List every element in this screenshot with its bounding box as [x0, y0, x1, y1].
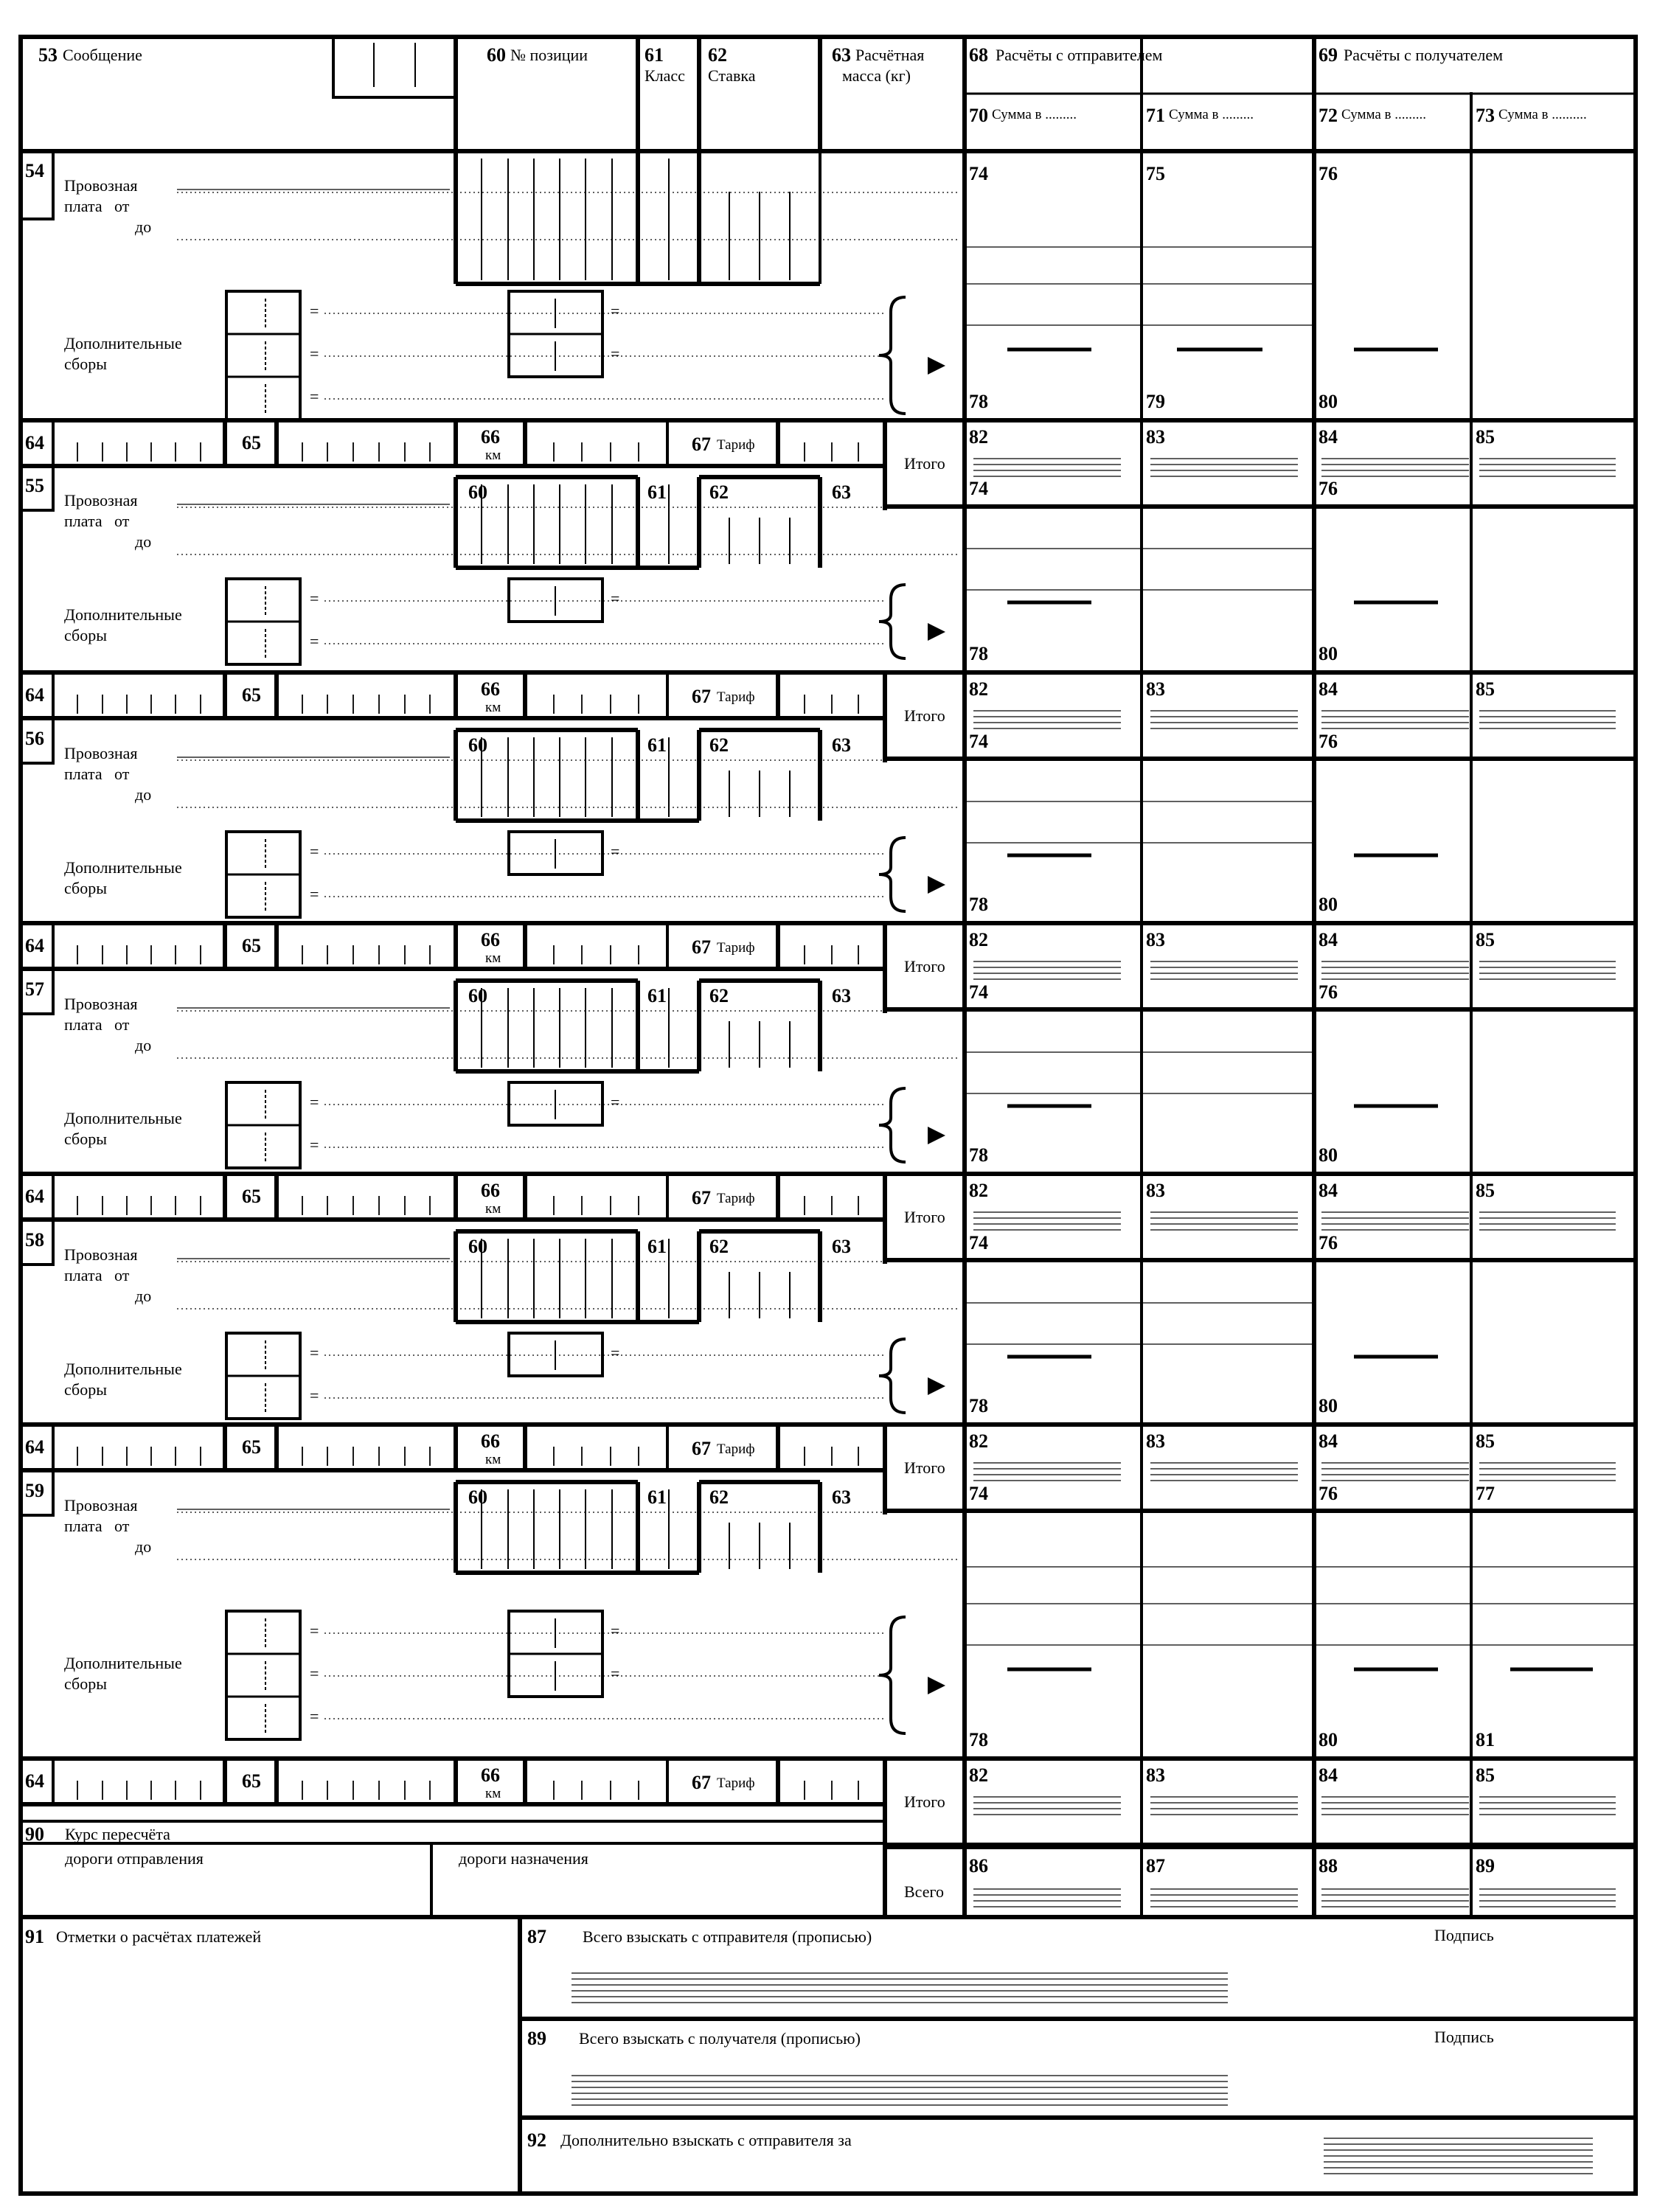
form-label: 90: [25, 1823, 44, 1845]
form-label: Тариф: [717, 1441, 755, 1457]
equals-sign: =: [310, 1135, 319, 1154]
form-label: от: [114, 1015, 130, 1034]
form-label: 83: [1146, 1764, 1165, 1786]
brace-icon: [879, 1088, 906, 1162]
form-label: 71: [1146, 105, 1165, 126]
form-label: плата: [64, 1015, 103, 1034]
form-label: Сообщение: [63, 46, 142, 64]
form-label: 61: [645, 44, 664, 66]
form-label: 72: [1319, 105, 1338, 126]
form-label: 65: [242, 1770, 261, 1792]
itogo-label: Итого: [904, 454, 945, 473]
form-label: Подпись: [1434, 1926, 1494, 1944]
form-label: от: [114, 1517, 130, 1535]
form-label: 81: [1476, 1729, 1495, 1750]
form-label: плата: [64, 512, 103, 530]
equals-sign: =: [310, 589, 319, 608]
form-label: 64: [25, 1770, 44, 1792]
form-label: км: [485, 950, 501, 966]
equals-sign: =: [310, 302, 319, 320]
form-label: 62: [709, 481, 729, 503]
brace-icon: [879, 838, 906, 911]
form-label: 82: [969, 1764, 988, 1786]
form-label: 76: [1319, 1483, 1338, 1504]
form-label: № позиции: [510, 46, 588, 64]
form-label: Дополнительные: [64, 1109, 182, 1127]
form-label: 61: [647, 985, 667, 1006]
form-label: 75: [1146, 163, 1165, 184]
form-label: 82: [969, 426, 988, 448]
form-label: 74: [969, 981, 988, 1003]
form-label: 63: [832, 1236, 851, 1257]
form-label: 67: [692, 434, 711, 455]
form-label: 63: [832, 734, 851, 756]
form-label: 61: [647, 481, 667, 503]
section-number: 58: [25, 1229, 44, 1251]
form-label: 84: [1319, 929, 1338, 950]
form-label: 68: [969, 44, 988, 66]
form-label: 62: [709, 985, 729, 1006]
form-label: 60: [468, 1236, 487, 1257]
form-label: 65: [242, 935, 261, 956]
form-label: Класс: [645, 66, 685, 85]
form-label: 63: [832, 985, 851, 1006]
form-label: 62: [709, 1236, 729, 1257]
extra-fee-box: [226, 1611, 300, 1739]
itogo-label: Итого: [904, 1792, 945, 1811]
form-label: Всего взыскать с получателя (прописью): [579, 2029, 861, 2048]
itogo-label: Итого: [904, 706, 945, 725]
equals-sign: =: [611, 842, 620, 860]
arrow-right-icon: [928, 623, 945, 641]
itogo-label: Итого: [904, 1458, 945, 1477]
form-label: от: [114, 512, 130, 530]
form-label: 67: [692, 936, 711, 958]
form-label: 85: [1476, 1430, 1495, 1452]
form-label: Подпись: [1434, 2028, 1494, 2046]
form-label: 85: [1476, 929, 1495, 950]
form-outer-frame: [21, 37, 1636, 2194]
form-label: 85: [1476, 426, 1495, 448]
brace-icon: [879, 585, 906, 658]
form-label: 83: [1146, 929, 1165, 950]
section-number: 54: [25, 160, 44, 181]
form-label: 67: [692, 1438, 711, 1459]
arrow-right-icon: [928, 1127, 945, 1144]
form-label: 65: [242, 1186, 261, 1207]
form-label: 62: [708, 44, 727, 66]
form-label: 64: [25, 432, 44, 453]
form-label: 82: [969, 1430, 988, 1452]
form-label: 60: [468, 734, 487, 756]
form-label: км: [485, 1786, 501, 1801]
form-label: Сумма в .........: [1341, 107, 1427, 122]
form-label: 64: [25, 1186, 44, 1207]
form-label: 67: [692, 686, 711, 707]
form-label: 84: [1319, 1180, 1338, 1201]
form-label: сборы: [64, 1130, 108, 1148]
section-number: 56: [25, 728, 44, 749]
form-label: Провозная: [64, 1245, 138, 1264]
form-label: до: [135, 532, 152, 551]
form-label: 78: [969, 391, 988, 412]
form-label: 67: [692, 1187, 711, 1208]
form-label: 66: [481, 1764, 500, 1786]
form-label: 62: [709, 734, 729, 756]
form-label: 64: [25, 935, 44, 956]
section-number: 57: [25, 978, 44, 1000]
form-label: 78: [969, 1395, 988, 1416]
form-label: плата: [64, 1517, 103, 1535]
form-label: плата: [64, 765, 103, 783]
form-label: 62: [709, 1486, 729, 1508]
form-label: 63: [832, 481, 851, 503]
form-label: 78: [969, 643, 988, 664]
brace-icon: [879, 1617, 906, 1733]
form-label: 80: [1319, 643, 1338, 664]
form-label: 60: [468, 1486, 487, 1508]
form-label: 65: [242, 432, 261, 453]
form-label: 91: [25, 1926, 44, 1947]
form-label: км: [485, 448, 501, 463]
form-label: 76: [1319, 731, 1338, 752]
vsego-label: Всего: [904, 1882, 944, 1901]
form-label: 84: [1319, 1764, 1338, 1786]
form-label: 77: [1476, 1483, 1495, 1504]
form-label: 76: [1319, 163, 1338, 184]
extra-fee-box: [226, 291, 300, 420]
brace-icon: [879, 1339, 906, 1413]
form-label: 63: [832, 44, 851, 66]
form-label: Провозная: [64, 1496, 138, 1514]
form-label: 66: [481, 1180, 500, 1201]
form-label: 83: [1146, 426, 1165, 448]
equals-sign: =: [611, 1093, 620, 1111]
form-label: 64: [25, 1436, 44, 1458]
form-label: Ставка: [708, 66, 756, 85]
form-label: Провозная: [64, 995, 138, 1013]
form-label: 66: [481, 929, 500, 950]
form-label: 84: [1319, 678, 1338, 700]
form-label: Дополнительные: [64, 858, 182, 877]
form-label: 74: [969, 1232, 988, 1253]
form-label: 82: [969, 929, 988, 950]
form-label: 69: [1319, 44, 1338, 66]
equals-sign: =: [611, 1664, 620, 1683]
form-label: 79: [1146, 391, 1165, 412]
form-label: 66: [481, 426, 500, 448]
form-label: 65: [242, 1436, 261, 1458]
form-label: 82: [969, 1180, 988, 1201]
form-label: Тариф: [717, 689, 755, 705]
form-label: сборы: [64, 626, 108, 644]
form-label: до: [135, 785, 152, 804]
form-label: Сумма в .........: [1169, 107, 1254, 122]
form-label: 82: [969, 678, 988, 700]
form-label: 78: [969, 894, 988, 915]
equals-sign: =: [611, 344, 620, 363]
form-label: 78: [969, 1729, 988, 1750]
form-label: 60: [468, 481, 487, 503]
form-label: 65: [242, 684, 261, 706]
equals-sign: =: [310, 1707, 319, 1725]
itogo-label: Итого: [904, 957, 945, 975]
form-label: Расчётная: [855, 46, 925, 64]
equals-sign: =: [310, 885, 319, 903]
form-label: 76: [1319, 1232, 1338, 1253]
form-label: до: [135, 1287, 152, 1305]
form-label: 60: [487, 44, 506, 66]
form-label: 83: [1146, 1430, 1165, 1452]
form-label: 88: [1319, 1855, 1338, 1877]
equals-sign: =: [611, 1621, 620, 1640]
equals-sign: =: [310, 1386, 319, 1405]
brace-icon: [879, 297, 906, 414]
arrow-right-icon: [928, 876, 945, 894]
equals-sign: =: [310, 632, 319, 650]
arrow-right-icon: [928, 1377, 945, 1395]
form-label: до: [135, 1036, 152, 1054]
form-label: 80: [1319, 1395, 1338, 1416]
form-label: 61: [647, 734, 667, 756]
form-label: 87: [527, 1926, 546, 1947]
form-label: Дополнительные: [64, 1654, 182, 1672]
form-label: сборы: [64, 1674, 108, 1693]
form-label: Тариф: [717, 940, 755, 956]
form-label: 85: [1476, 678, 1495, 700]
form-label: 53: [38, 44, 58, 66]
form-label: Провозная: [64, 176, 138, 195]
form-label: 85: [1476, 1764, 1495, 1786]
equals-sign: =: [310, 1664, 319, 1683]
equals-sign: =: [611, 302, 620, 320]
arrow-right-icon: [928, 1677, 945, 1694]
form-label: Дополнительные: [64, 334, 182, 352]
form-label: Тариф: [717, 1775, 755, 1791]
equals-sign: =: [611, 1343, 620, 1362]
form-label: Всего взыскать с отправителя (прописью): [583, 1927, 872, 1946]
form-label: Отметки о расчётах платежей: [56, 1927, 262, 1946]
form-label: 61: [647, 1486, 667, 1508]
form-label: 74: [969, 1483, 988, 1504]
form-label: 76: [1319, 981, 1338, 1003]
form-label: Расчёты с отправителем: [996, 46, 1163, 64]
form-label: 78: [969, 1144, 988, 1166]
equals-sign: =: [310, 387, 319, 406]
equals-sign: =: [310, 842, 319, 860]
form-label: км: [485, 700, 501, 715]
form-label: сборы: [64, 355, 108, 373]
form-label: 76: [1319, 478, 1338, 499]
form-label: от: [114, 197, 130, 215]
form-label: 74: [969, 731, 988, 752]
form-label: Дополнительные: [64, 605, 182, 624]
form-label: Дополнительно взыскать с отправителя за: [560, 2131, 852, 2149]
form-label: 63: [832, 1486, 851, 1508]
section-number: 59: [25, 1480, 44, 1501]
form-label: 61: [647, 1236, 667, 1257]
form-label: масса (кг): [842, 66, 911, 85]
form-label: 60: [468, 985, 487, 1006]
form-label: 66: [481, 1430, 500, 1452]
form-label: до: [135, 1537, 152, 1556]
message-code-box: [333, 37, 456, 97]
form-label: Дополнительные: [64, 1360, 182, 1378]
equals-sign: =: [611, 589, 620, 608]
form-label: 80: [1319, 1144, 1338, 1166]
form-label: плата: [64, 1266, 103, 1284]
equals-sign: =: [310, 1621, 319, 1640]
form-label: Провозная: [64, 744, 138, 762]
form-label: Провозная: [64, 491, 138, 509]
form-label: сборы: [64, 1380, 108, 1399]
itogo-label: Итого: [904, 1208, 945, 1226]
form-label: км: [485, 1452, 501, 1467]
form-label: 83: [1146, 678, 1165, 700]
form-label: Тариф: [717, 437, 755, 453]
form-label: 84: [1319, 426, 1338, 448]
form-label: от: [114, 765, 130, 783]
form-label: 74: [969, 478, 988, 499]
section-number: 55: [25, 475, 44, 496]
form-label: 67: [692, 1772, 711, 1793]
form-label: 66: [481, 678, 500, 700]
form-label: сборы: [64, 879, 108, 897]
form-label: 80: [1319, 894, 1338, 915]
form-label: Тариф: [717, 1191, 755, 1206]
form-label: Сумма в .........: [992, 107, 1077, 122]
form-label: плата: [64, 197, 103, 215]
equals-sign: =: [310, 1343, 319, 1362]
form-label: до: [135, 218, 152, 236]
equals-sign: =: [310, 344, 319, 363]
form-label: дороги отправления: [65, 1849, 204, 1868]
form-label: 84: [1319, 1430, 1338, 1452]
form-label: 89: [1476, 1855, 1495, 1877]
form-label: 80: [1319, 391, 1338, 412]
form-label: 73: [1476, 105, 1495, 126]
form-label: 85: [1476, 1180, 1495, 1201]
form-label: 74: [969, 163, 988, 184]
form-label: 80: [1319, 1729, 1338, 1750]
form-label: 64: [25, 684, 44, 706]
form-label: от: [114, 1266, 130, 1284]
form-label: км: [485, 1201, 501, 1217]
form-label: Курс пересчёта: [65, 1825, 170, 1843]
form-label: 83: [1146, 1180, 1165, 1201]
form-label: 89: [527, 2028, 546, 2049]
form-label: дороги назначения: [459, 1849, 588, 1868]
form-label: Сумма в ..........: [1498, 107, 1587, 122]
form-label: Расчёты с получателем: [1344, 46, 1504, 64]
form-label: 70: [969, 105, 988, 126]
form-label: 87: [1146, 1855, 1165, 1877]
form-label: 92: [527, 2129, 546, 2151]
form-label: 86: [969, 1855, 988, 1877]
arrow-right-icon: [928, 357, 945, 375]
equals-sign: =: [310, 1093, 319, 1111]
